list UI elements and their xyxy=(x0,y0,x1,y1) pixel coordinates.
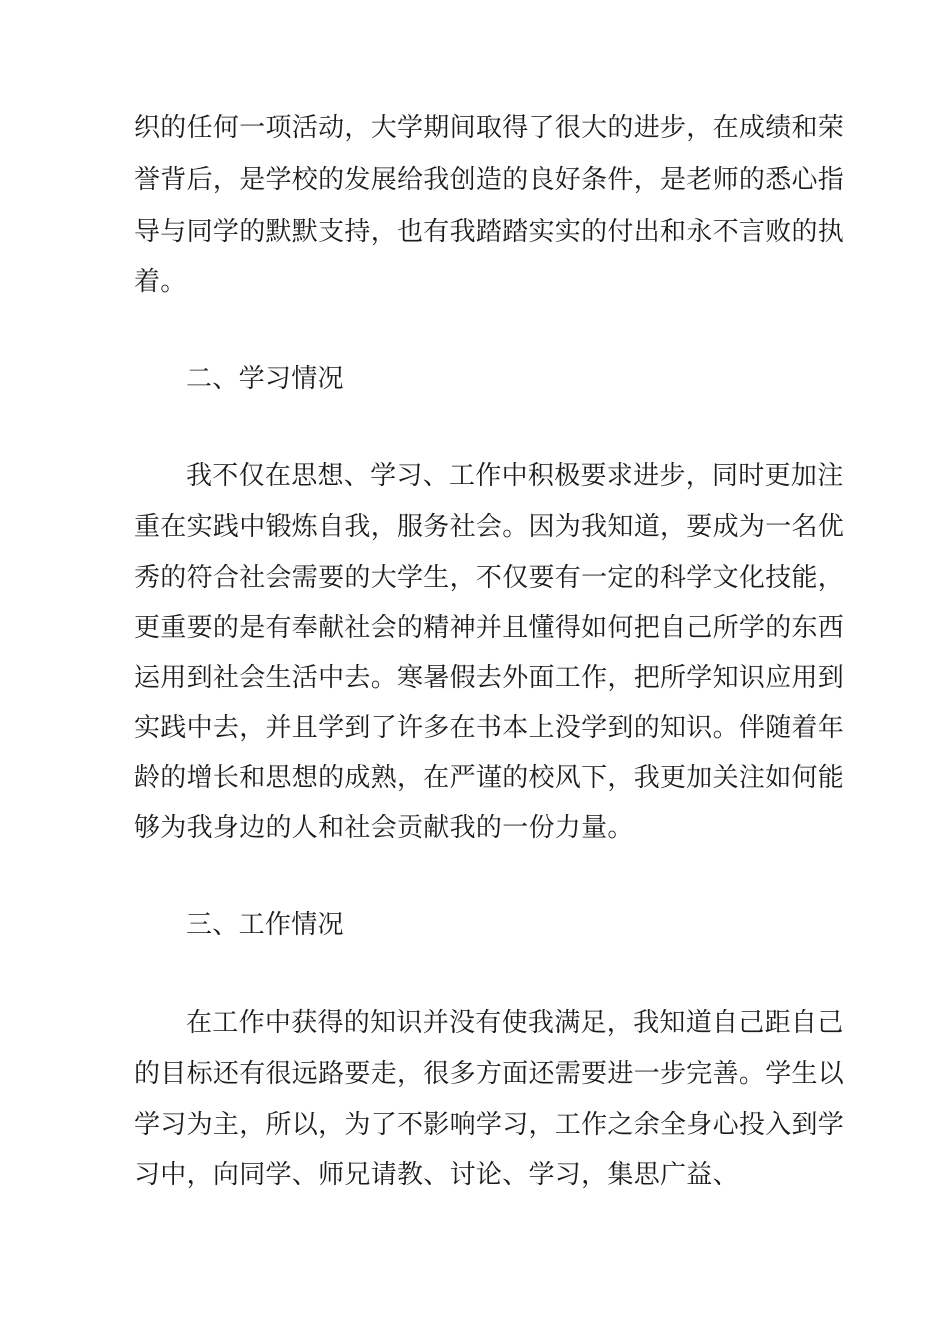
paragraph-line: 运用到社会生活中去。寒暑假去外面工作，把所学知识应用到 xyxy=(134,663,845,693)
paragraph-line: 的目标还有很远路要走，很多方面还需要进一步完善。学生以 xyxy=(134,1059,845,1089)
section-heading-study: 二、学习情况 xyxy=(186,364,344,394)
paragraph-line: 够为我身边的人和社会贡献我的一份力量。 xyxy=(134,813,634,843)
paragraph-line: 秀的符合社会需要的大学生，不仅要有一定的科学文化技能， xyxy=(134,563,845,593)
paragraph-line: 重在实践中锻炼自我，服务社会。因为我知道，要成为一名优 xyxy=(134,512,845,542)
paragraph-line: 在工作中获得的知识并没有使我满足，我知道自己距自己 xyxy=(186,1008,844,1038)
paragraph-line: 习中，向同学、师兄请教、讨论、学习，集思广益、 xyxy=(134,1160,739,1190)
section-heading-work: 三、工作情况 xyxy=(186,910,344,940)
paragraph-line: 更重要的是有奉献社会的精神并且懂得如何把自己所学的东西 xyxy=(134,613,845,643)
paragraph-line: 学习为主，所以，为了不影响学习，工作之余全身心投入到学 xyxy=(134,1110,845,1140)
paragraph-line: 誉背后，是学校的发展给我创造的良好条件，是老师的悉心指 xyxy=(134,165,845,195)
paragraph-line: 导与同学的默默支持，也有我踏踏实实的付出和永不言败的执 xyxy=(134,217,845,247)
paragraph-line: 织的任何一项活动，大学期间取得了很大的进步，在成绩和荣 xyxy=(134,113,845,143)
paragraph-line: 龄的增长和思想的成熟，在严谨的校风下，我更加关注如何能 xyxy=(134,763,845,793)
paragraph-line: 我不仅在思想、学习、工作中积极要求进步，同时更加注 xyxy=(186,461,844,491)
paragraph-line: 实践中去，并且学到了许多在书本上没学到的知识。伴随着年 xyxy=(134,713,845,743)
paragraph-line: 着。 xyxy=(134,267,187,297)
